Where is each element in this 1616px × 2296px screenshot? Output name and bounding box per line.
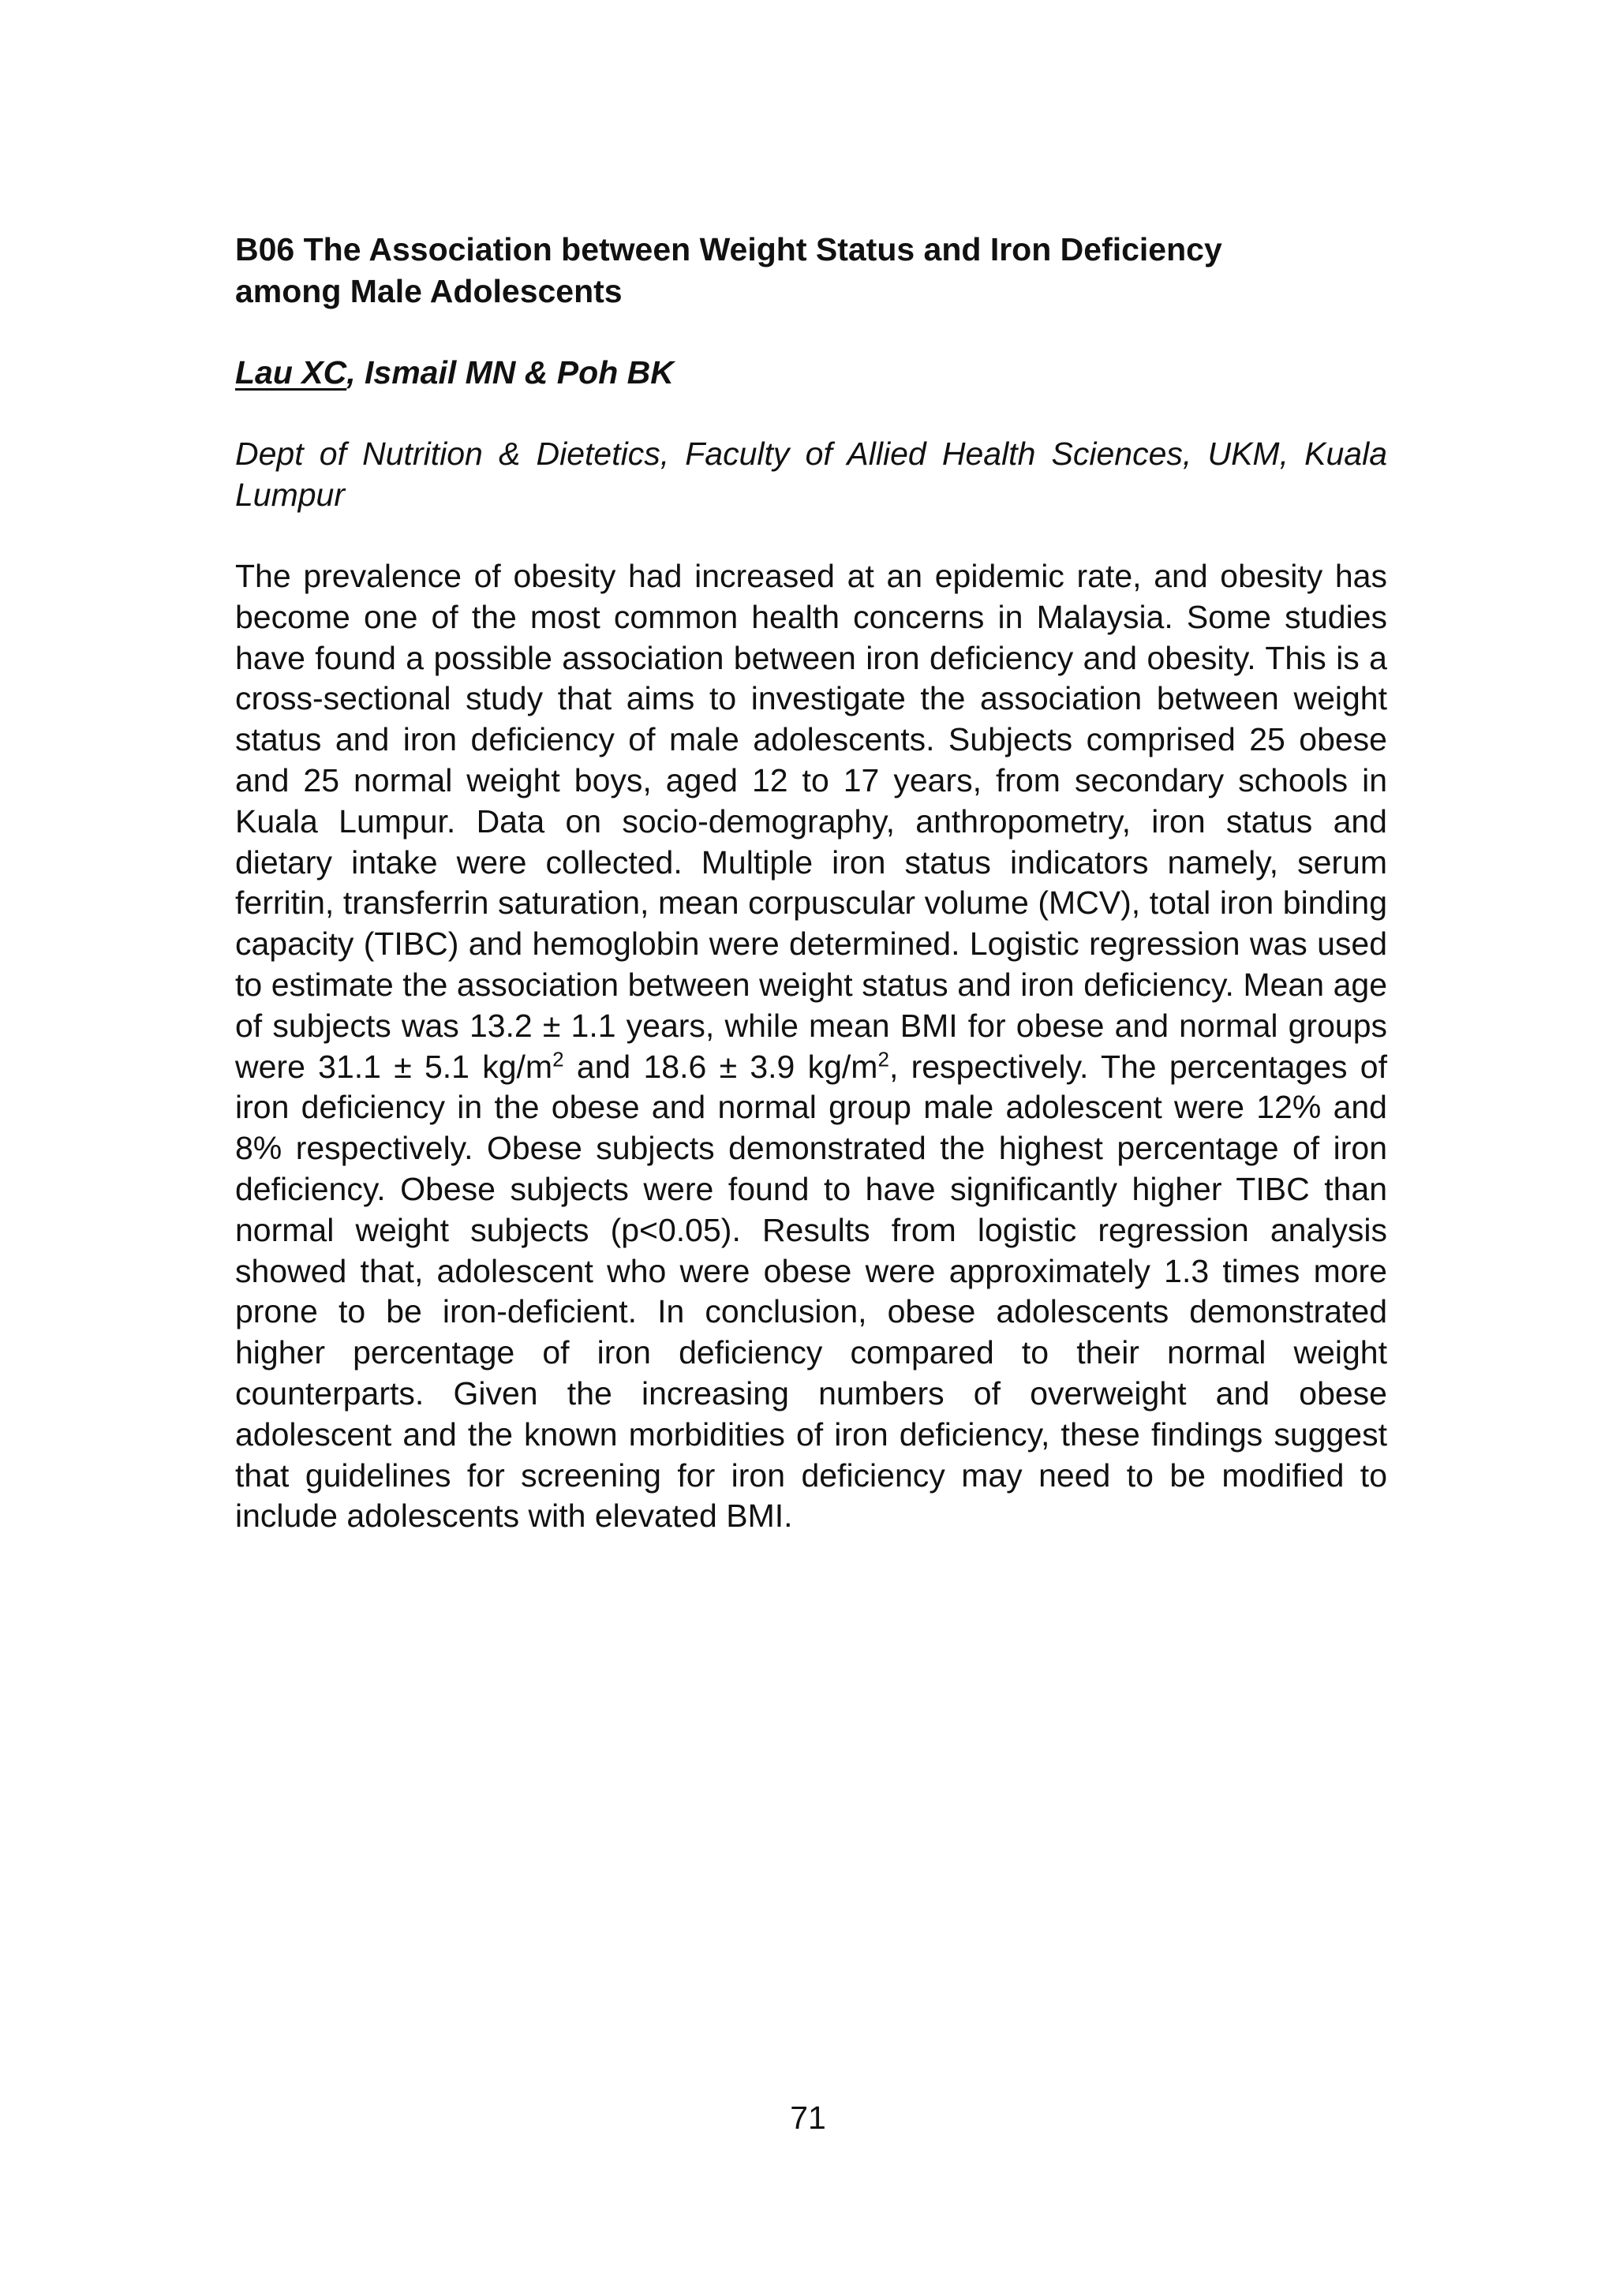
presenting-author: Lau XC	[235, 354, 347, 391]
abstract-text-part-2: and 18.6 ± 3.9 kg/m	[563, 1048, 878, 1085]
superscript-squared-2: 2	[877, 1046, 889, 1071]
abstract-text-part-1: The prevalence of obesity had increased at an epidemic rate, and obesity has become one of the most common health concerns in Malaysia. Some studies have found a possible association between iron deficiency and obesity. This is a cross-sectional study that aims to investigate the association between weight status and iron deficiency of male adolescents. Subjects comprised 25 obese and 25 normal weight boys, aged 12 to 17 years, from secondary schools in Kuala Lumpur. Data on socio-demography, anthropometry, iron status and dietary intake were collected. Multiple iron status indicators namely, serum ferritin, transferrin saturation, mean corpuscular volume (MCV), total iron binding capacity (TIBC) and hemoglobin were determined. Logistic regression was used to estimate the association between weight status and iron deficiency. Mean age of subjects was 13.2 ± 1.1 years, while mean BMI for obese and normal groups were 31.1 ± 5.1 kg/m	[235, 558, 1387, 1085]
abstract-text-part-3: , respectively. The percentages of iron deficiency in the obese and normal group male adolescent were 12% and 8% respectively. Obese subjects demonstrated the highest percentage of iron deficiency. Obese subjects were found to have significantly higher TIBC than normal weight subjects (p<0.05). Results from logistic regression analysis showed that, adolescent who were obese were approximately 1.3 times more prone to be iron-deficient. In conclusion, obese adolescents demonstrated higher percentage of iron deficiency compared to their normal weight counterparts. Given the increasing numbers of overweight and obese adolescent and the known morbidities of iron deficiency, these findings suggest that guidelines for screening for iron deficiency may need to be modified to include adolescents with elevated BMI.	[235, 1048, 1387, 1535]
affiliation: Dept of Nutrition & Dietetics, Faculty of Allied Health Sciences, UKM, Kuala Lumpur	[235, 436, 1387, 513]
abstract-body	[235, 556, 1387, 1537]
author-list	[235, 352, 1387, 394]
abstract-title	[235, 229, 1387, 312]
superscript-squared-1: 2	[552, 1046, 564, 1071]
co-authors: , Ismail MN & Poh BK	[346, 354, 674, 391]
title-line-2: among Male Adolescents	[235, 273, 623, 309]
title-line-1: B06 The Association between Weight Status and Iron Deficiency	[235, 231, 1222, 267]
abstract-page	[235, 229, 1387, 1537]
page-number: 71	[790, 2100, 826, 2136]
